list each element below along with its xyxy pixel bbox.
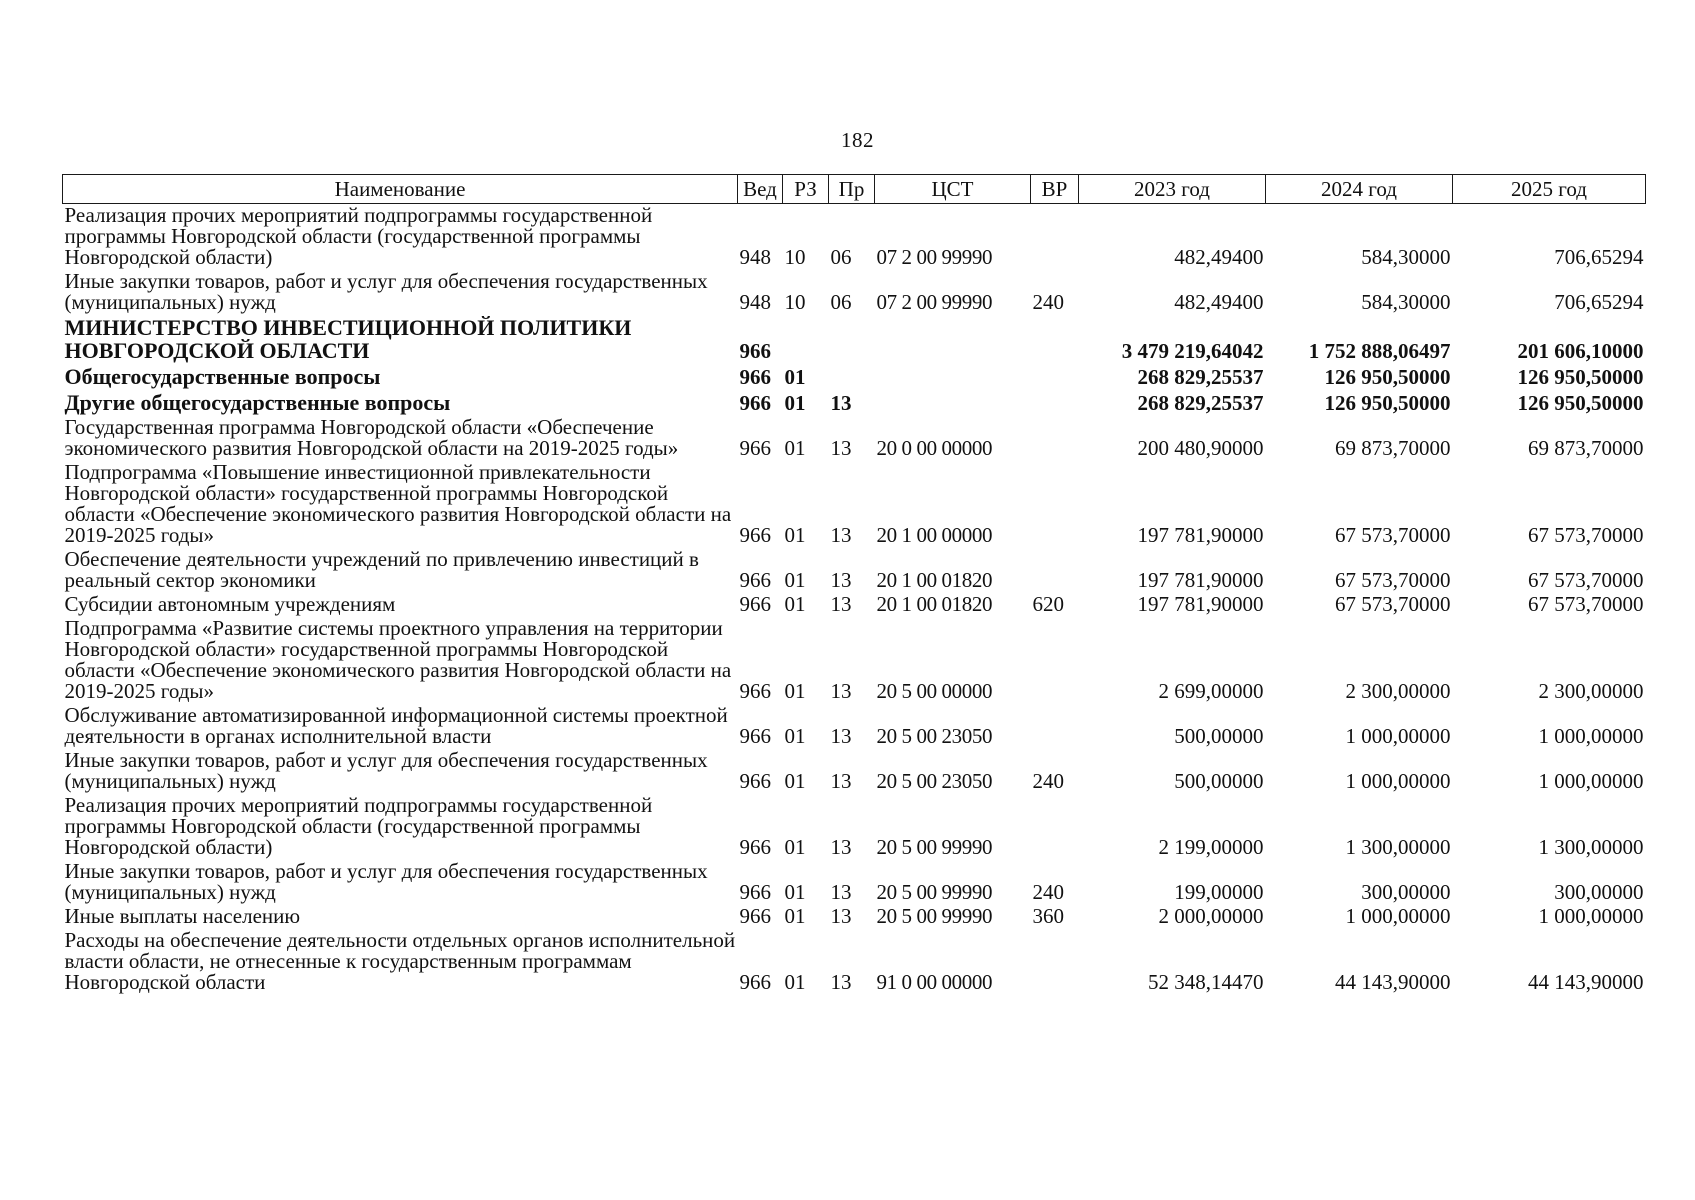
row-name: Реализация прочих мероприятий подпрограммы государственной программы Новгородской области (государственной программы Новгородской области) bbox=[64, 793, 653, 859]
row-rz: 01 bbox=[784, 769, 806, 793]
row-amount-2024: 67 573,70000 bbox=[1335, 592, 1451, 616]
row-cst: 20 1 00 01820 bbox=[876, 568, 993, 592]
row-pr: 13 bbox=[830, 568, 852, 592]
row-pr: 13 bbox=[830, 904, 852, 928]
row-name: МИНИСТЕРСТВО ИНВЕСТИЦИОННОЙ ПОЛИТИКИ НОВГОРОДСКОЙ ОБЛАСТИ bbox=[64, 315, 632, 363]
row-name: Обслуживание автоматизированной информационной системы проектной деятельности в органах исполнительной власти bbox=[64, 703, 728, 748]
table-row bbox=[63, 461, 1646, 548]
row-vr bbox=[1031, 204, 1079, 271]
table-row bbox=[63, 704, 1646, 749]
row-ved: 966 bbox=[739, 835, 771, 859]
row-ved: 966 bbox=[739, 365, 771, 389]
row-vr bbox=[1031, 315, 1079, 364]
row-amount-2024: 67 573,70000 bbox=[1335, 523, 1451, 547]
row-name: Подпрограмма «Повышение инвестиционной привлекательности Новгородской области» государственной программы Новгородской области «Обеспечение экономического развития Новгородской области на 2019-2025 годы» bbox=[64, 460, 732, 547]
row-ved: 966 bbox=[739, 436, 771, 460]
row-pr: 13 bbox=[830, 835, 852, 859]
row-name: Иные закупки товаров, работ и услуг для обеспечения государственных (муниципальных) нужд bbox=[64, 859, 708, 904]
row-ved: 948 bbox=[739, 290, 771, 314]
row-amount-2023: 2 699,00000 bbox=[1158, 679, 1264, 703]
row-amount-2023: 197 781,90000 bbox=[1137, 568, 1264, 592]
row-cst bbox=[875, 315, 1031, 364]
row-amount-2024: 1 000,00000 bbox=[1345, 904, 1451, 928]
row-rz: 01 bbox=[784, 365, 806, 389]
row-amount-2023: 268 829,25537 bbox=[1137, 365, 1264, 389]
row-rz: 01 bbox=[784, 436, 806, 460]
row-amount-2024: 126 950,50000 bbox=[1324, 365, 1451, 389]
row-rz: 01 bbox=[784, 592, 806, 616]
row-pr: 06 bbox=[830, 245, 852, 269]
row-amount-2025: 69 873,70000 bbox=[1528, 436, 1644, 460]
header-vr: ВР bbox=[1031, 175, 1079, 204]
table-row bbox=[63, 860, 1646, 905]
row-amount-2025: 67 573,70000 bbox=[1528, 523, 1644, 547]
row-pr bbox=[829, 315, 875, 364]
row-vr bbox=[1031, 390, 1079, 416]
row-ved: 966 bbox=[739, 523, 771, 547]
row-amount-2023: 200 480,90000 bbox=[1137, 436, 1264, 460]
row-vr bbox=[1031, 929, 1079, 995]
row-amount-2024: 1 752 888,06497 bbox=[1308, 339, 1451, 363]
row-name: Подпрограмма «Развитие системы проектного управления на территории Новгородской области» государственной программы Новгородской области «Обеспечение экономического развития Новгородской области на 2019-2025 годы» bbox=[64, 616, 732, 703]
row-pr: 13 bbox=[830, 592, 852, 616]
row-amount-2023: 500,00000 bbox=[1174, 724, 1264, 748]
table-row bbox=[63, 270, 1646, 315]
row-pr: 13 bbox=[830, 436, 852, 460]
row-pr: 13 bbox=[830, 724, 852, 748]
table-row bbox=[63, 617, 1646, 704]
row-cst: 07 2 00 99990 bbox=[876, 245, 993, 269]
row-pr: 13 bbox=[830, 391, 852, 415]
header-pr: Пр bbox=[829, 175, 875, 204]
row-ved: 966 bbox=[739, 769, 771, 793]
row-amount-2025: 1 000,00000 bbox=[1538, 769, 1644, 793]
row-rz: 01 bbox=[784, 724, 806, 748]
row-amount-2025: 201 606,10000 bbox=[1517, 339, 1644, 363]
header-2025: 2025 год bbox=[1453, 175, 1646, 204]
row-amount-2025: 126 950,50000 bbox=[1517, 391, 1644, 415]
row-cst: 20 5 00 23050 bbox=[876, 769, 993, 793]
row-cst: 20 1 00 01820 bbox=[876, 592, 993, 616]
row-amount-2023: 52 348,14470 bbox=[1148, 970, 1264, 994]
row-pr: 13 bbox=[830, 880, 852, 904]
table-row bbox=[63, 548, 1646, 593]
row-amount-2023: 500,00000 bbox=[1174, 769, 1264, 793]
budget-table bbox=[62, 174, 1646, 995]
row-cst: 20 5 00 99990 bbox=[876, 880, 993, 904]
row-cst: 20 5 00 23050 bbox=[876, 724, 993, 748]
row-amount-2025: 126 950,50000 bbox=[1517, 365, 1644, 389]
row-ved: 966 bbox=[739, 970, 771, 994]
row-vr bbox=[1031, 704, 1079, 749]
row-cst: 20 5 00 99990 bbox=[876, 904, 993, 928]
row-rz: 10 bbox=[784, 290, 806, 314]
row-amount-2023: 482,49400 bbox=[1174, 290, 1264, 314]
row-pr: 06 bbox=[830, 290, 852, 314]
row-cst: 07 2 00 99990 bbox=[876, 290, 993, 314]
row-rz: 01 bbox=[784, 391, 806, 415]
row-rz bbox=[783, 315, 829, 364]
row-ved: 966 bbox=[739, 880, 771, 904]
row-amount-2025: 706,65294 bbox=[1554, 245, 1644, 269]
row-vr bbox=[1031, 364, 1079, 390]
row-amount-2024: 67 573,70000 bbox=[1335, 568, 1451, 592]
row-amount-2025: 1 000,00000 bbox=[1538, 724, 1644, 748]
row-vr bbox=[1031, 617, 1079, 704]
table-row bbox=[63, 364, 1646, 390]
row-amount-2024: 69 873,70000 bbox=[1335, 436, 1451, 460]
row-amount-2024: 1 300,00000 bbox=[1345, 835, 1451, 859]
table-row bbox=[63, 390, 1646, 416]
row-ved: 966 bbox=[739, 679, 771, 703]
row-name: Общегосударственные вопросы bbox=[64, 364, 381, 389]
row-cst: 91 0 00 00000 bbox=[876, 970, 993, 994]
row-ved: 966 bbox=[739, 391, 771, 415]
row-amount-2024: 1 000,00000 bbox=[1345, 724, 1451, 748]
table-header bbox=[63, 175, 1646, 204]
row-amount-2025: 67 573,70000 bbox=[1528, 592, 1644, 616]
row-amount-2023: 199,00000 bbox=[1174, 880, 1264, 904]
row-vr: 240 bbox=[1032, 290, 1064, 314]
row-amount-2024: 1 000,00000 bbox=[1345, 769, 1451, 793]
row-rz: 01 bbox=[784, 970, 806, 994]
row-rz: 01 bbox=[784, 523, 806, 547]
row-amount-2025: 44 143,90000 bbox=[1528, 970, 1644, 994]
row-rz: 10 bbox=[784, 245, 806, 269]
header-2024: 2024 год bbox=[1266, 175, 1453, 204]
row-amount-2024: 584,30000 bbox=[1361, 290, 1451, 314]
row-vr: 240 bbox=[1032, 769, 1064, 793]
row-pr: 13 bbox=[830, 679, 852, 703]
table-row bbox=[63, 593, 1646, 617]
row-amount-2024: 126 950,50000 bbox=[1324, 391, 1451, 415]
row-ved: 966 bbox=[739, 904, 771, 928]
row-rz: 01 bbox=[784, 880, 806, 904]
row-amount-2024: 2 300,00000 bbox=[1345, 679, 1451, 703]
row-name: Обеспечение деятельности учреждений по привлечению инвестиций в реальный сектор экономики bbox=[64, 547, 699, 592]
row-cst: 20 1 00 00000 bbox=[876, 523, 993, 547]
row-vr: 360 bbox=[1032, 904, 1064, 928]
table-row bbox=[63, 204, 1646, 271]
table-row bbox=[63, 416, 1646, 461]
row-amount-2025: 1 300,00000 bbox=[1538, 835, 1644, 859]
table-row bbox=[63, 315, 1646, 364]
row-name: Расходы на обеспечение деятельности отдельных органов исполнительной власти области, не отнесенные к государственным программам Новгородской области bbox=[64, 928, 736, 994]
row-amount-2024: 584,30000 bbox=[1361, 245, 1451, 269]
row-amount-2025: 706,65294 bbox=[1554, 290, 1644, 314]
row-amount-2024: 44 143,90000 bbox=[1335, 970, 1451, 994]
row-vr bbox=[1031, 794, 1079, 860]
header-2023: 2023 год bbox=[1079, 175, 1266, 204]
header-name: Наименование bbox=[63, 175, 738, 204]
row-name: Субсидии автономным учреждениям bbox=[64, 592, 396, 616]
row-cst bbox=[875, 364, 1031, 390]
row-vr: 240 bbox=[1032, 880, 1064, 904]
table-row bbox=[63, 905, 1646, 929]
row-rz: 01 bbox=[784, 835, 806, 859]
row-pr: 13 bbox=[830, 523, 852, 547]
row-amount-2025: 67 573,70000 bbox=[1528, 568, 1644, 592]
row-vr bbox=[1031, 548, 1079, 593]
row-amount-2023: 268 829,25537 bbox=[1137, 391, 1264, 415]
row-pr: 13 bbox=[830, 970, 852, 994]
row-ved: 966 bbox=[739, 568, 771, 592]
row-name: Государственная программа Новгородской области «Обеспечение экономического развития Новгородской области на 2019-2025 годы» bbox=[64, 415, 679, 460]
row-name: Иные выплаты населению bbox=[64, 904, 301, 928]
row-vr bbox=[1031, 461, 1079, 548]
header-rz: РЗ bbox=[783, 175, 829, 204]
row-amount-2025: 2 300,00000 bbox=[1538, 679, 1644, 703]
row-ved: 966 bbox=[739, 339, 771, 363]
row-amount-2023: 2 199,00000 bbox=[1158, 835, 1264, 859]
header-cst: ЦСТ bbox=[875, 175, 1031, 204]
row-cst: 20 5 00 00000 bbox=[876, 679, 993, 703]
row-rz: 01 bbox=[784, 904, 806, 928]
row-amount-2023: 197 781,90000 bbox=[1137, 592, 1264, 616]
row-vr: 620 bbox=[1032, 592, 1064, 616]
row-rz: 01 bbox=[784, 679, 806, 703]
row-ved: 966 bbox=[739, 592, 771, 616]
row-cst: 20 5 00 99990 bbox=[876, 835, 993, 859]
row-amount-2023: 3 479 219,64042 bbox=[1121, 339, 1264, 363]
row-name: Иные закупки товаров, работ и услуг для обеспечения государственных (муниципальных) нужд bbox=[64, 269, 708, 314]
row-amount-2023: 482,49400 bbox=[1174, 245, 1264, 269]
row-amount-2024: 300,00000 bbox=[1361, 880, 1451, 904]
table-row bbox=[63, 794, 1646, 860]
table-body bbox=[63, 204, 1646, 996]
row-amount-2023: 2 000,00000 bbox=[1158, 904, 1264, 928]
row-pr bbox=[829, 364, 875, 390]
header-ved: Вед bbox=[738, 175, 783, 204]
row-rz: 01 bbox=[784, 568, 806, 592]
table-row bbox=[63, 749, 1646, 794]
row-pr: 13 bbox=[830, 769, 852, 793]
header-row bbox=[63, 175, 1646, 204]
page-number: 182 bbox=[841, 128, 874, 152]
table-row bbox=[63, 929, 1646, 995]
row-amount-2025: 1 000,00000 bbox=[1538, 904, 1644, 928]
row-ved: 948 bbox=[739, 245, 771, 269]
row-cst: 20 0 00 00000 bbox=[876, 436, 993, 460]
row-name: Реализация прочих мероприятий подпрограммы государственной программы Новгородской области (государственной программы Новгородской области) bbox=[64, 203, 653, 269]
row-cst bbox=[875, 390, 1031, 416]
row-amount-2023: 197 781,90000 bbox=[1137, 523, 1264, 547]
row-vr bbox=[1031, 416, 1079, 461]
row-name: Иные закупки товаров, работ и услуг для обеспечения государственных (муниципальных) нужд bbox=[64, 748, 708, 793]
row-name: Другие общегосударственные вопросы bbox=[64, 390, 451, 415]
row-ved: 966 bbox=[739, 724, 771, 748]
row-amount-2025: 300,00000 bbox=[1554, 880, 1644, 904]
